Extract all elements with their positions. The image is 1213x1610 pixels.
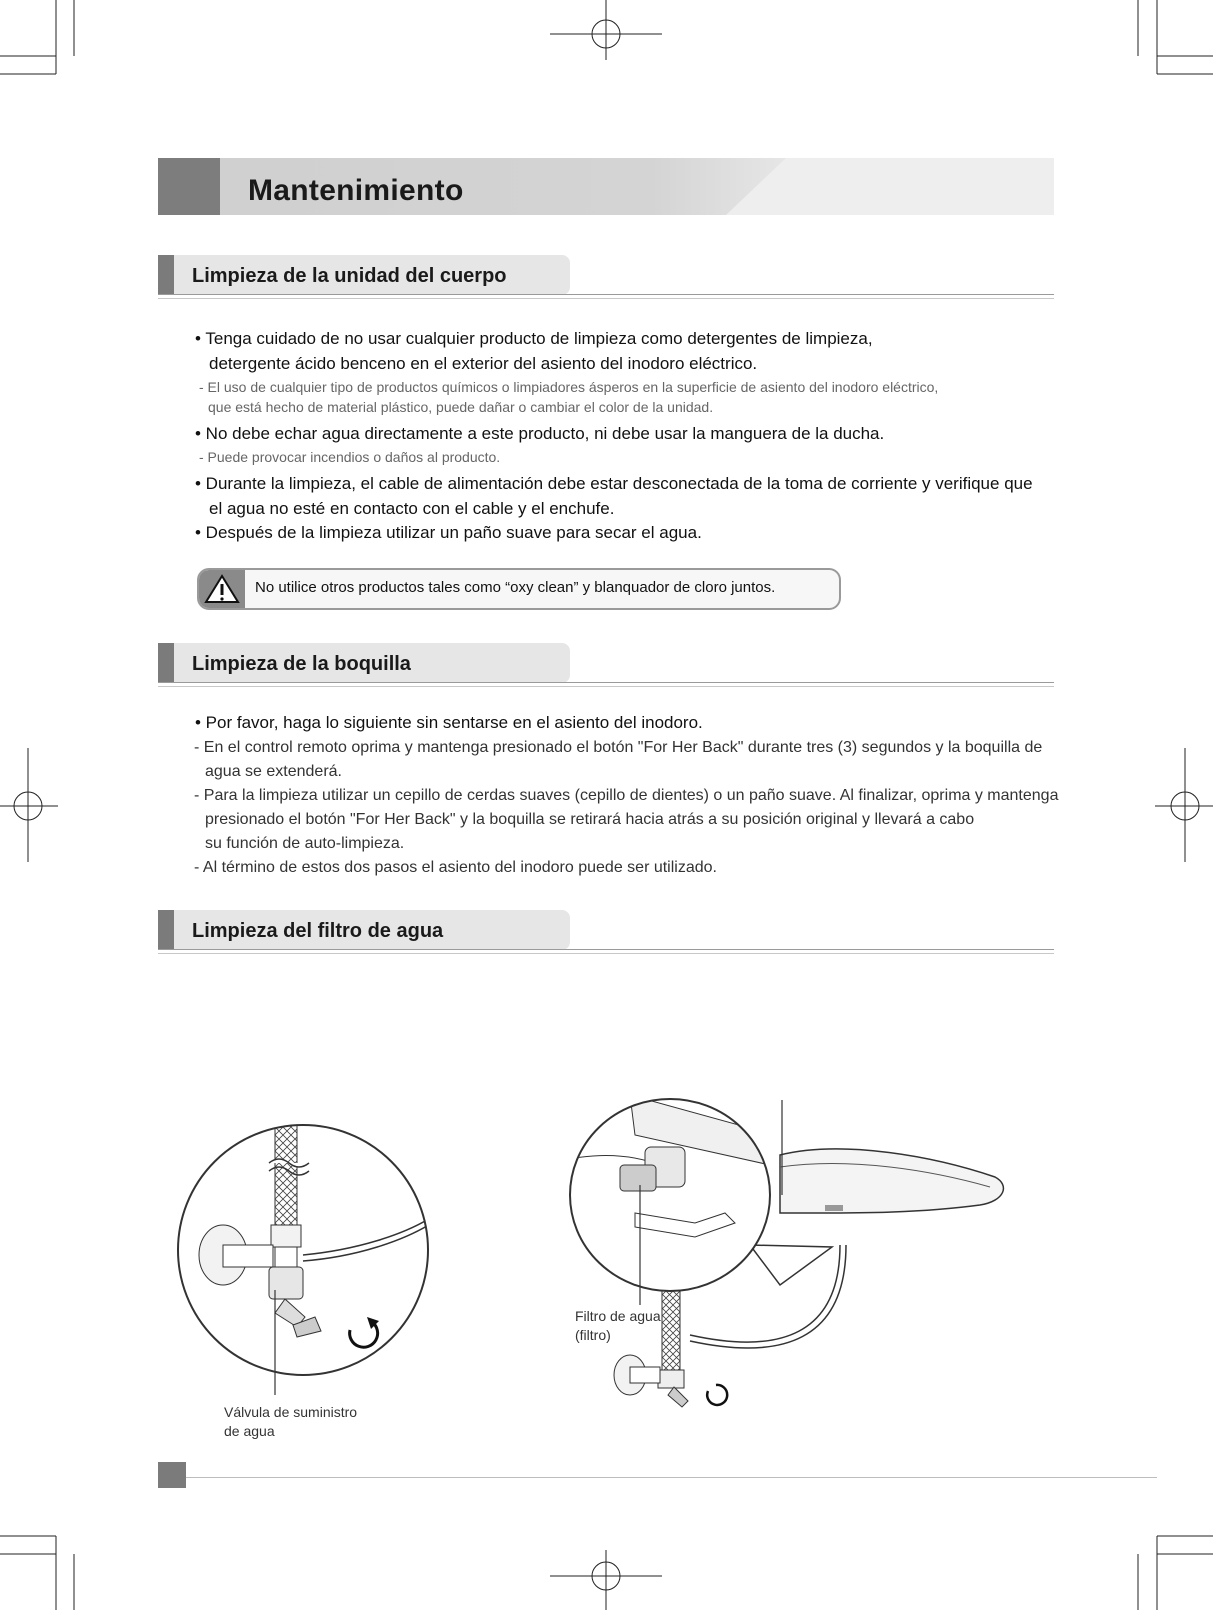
caution-box xyxy=(197,568,841,610)
section-header-bar xyxy=(158,255,174,295)
bullet-text: detergente ácido benceno en el exterior del asiento del inodoro eléctrico. xyxy=(209,354,758,373)
page-number-block xyxy=(158,1462,186,1488)
rotate-arrow-icon xyxy=(707,1385,727,1405)
filter-label: Filtro de agua xyxy=(575,1308,661,1324)
page-title: Mantenimiento xyxy=(248,174,464,207)
caution-icon-box xyxy=(199,570,245,608)
step-text: - Para la limpieza utilizar un cepillo de cerdas suaves (cepillo de dientes) o un paño suave. Al finalizar, oprima y mantenga xyxy=(194,787,1059,804)
step-text: su función de auto-limpieza. xyxy=(205,835,405,852)
bullet-text: • Por favor, haga lo siguiente sin sentarse en el asiento del inodoro. xyxy=(195,713,703,732)
section-header-bar xyxy=(158,643,174,683)
step-text: - En el control remoto oprima y mantenga presionado el botón "For Her Back" durante tres (3) segundos y la boquilla de xyxy=(194,739,1043,756)
step-text: agua se extenderá. xyxy=(205,763,342,780)
footer-rule xyxy=(186,1477,1157,1478)
section-title: Limpieza de la unidad del cuerpo xyxy=(192,265,507,287)
bullet-text: • Tenga cuidado de no usar cualquier producto de limpieza como detergentes de limpieza, xyxy=(195,329,873,348)
section-title: Limpieza de la boquilla xyxy=(192,653,411,675)
bullet-text: • Durante la limpieza, el cable de alimentación debe estar desconectada de la toma de corriente y verifique que xyxy=(195,474,1033,493)
section-rule xyxy=(158,294,1054,299)
warning-triangle-icon xyxy=(199,570,245,608)
section-header-filter-cleaning xyxy=(158,910,588,950)
filter-label: (filtro) xyxy=(575,1327,611,1343)
note-text: - Puede provocar incendios o daños al producto. xyxy=(199,449,501,465)
water-filter-illustration xyxy=(540,1095,1040,1435)
section-header-nozzle-cleaning xyxy=(158,643,588,683)
bullet-text: • No debe echar agua directamente a este producto, ni debe usar la manguera de la ducha. xyxy=(195,424,885,443)
bullet-text: • Después de la limpieza utilizar un paño suave para secar el agua. xyxy=(195,523,702,542)
section-title: Limpieza del filtro de agua xyxy=(192,920,444,942)
section-header-bar xyxy=(158,910,174,950)
bullet-text: el agua no esté en contacto con el cable y el enchufe. xyxy=(209,499,615,518)
section-rule xyxy=(158,949,1054,954)
section-header-body-cleaning xyxy=(158,255,588,295)
section-rule xyxy=(158,682,1054,687)
valve-label: Válvula de suministro xyxy=(224,1404,358,1420)
note-text: que está hecho de material plástico, puede dañar o cambiar el color de la unidad. xyxy=(208,399,714,415)
note-text: - El uso de cualquier tipo de productos químicos o limpiadores ásperos en la superficie de asiento del inodoro eléctrico, xyxy=(199,379,939,395)
step-text: presionado el botón "For Her Back" y la boquilla se retirará hacia atrás a su posición original y llevará a cabo xyxy=(205,811,975,828)
step-text: - Al término de estos dos pasos el asiento del inodoro puede ser utilizado. xyxy=(194,859,717,876)
title-tab xyxy=(158,158,220,215)
caution-text: No utilice otros productos tales como “oxy clean” y blanquador de cloro juntos. xyxy=(255,579,776,596)
valve-label: de agua xyxy=(224,1423,275,1439)
